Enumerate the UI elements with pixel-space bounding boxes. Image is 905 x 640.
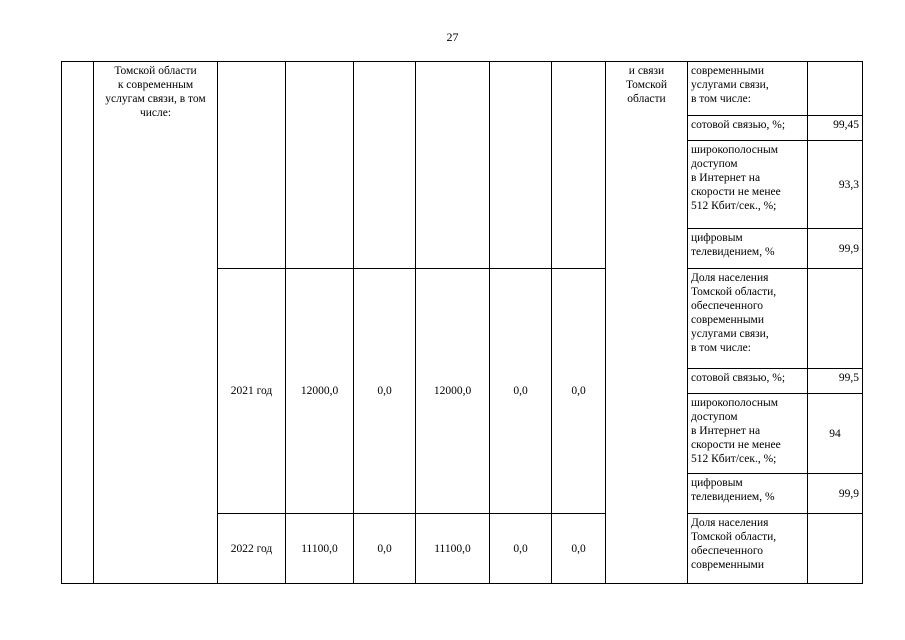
regional-cell: 11100,0 xyxy=(416,514,490,584)
indicator-broadband: широкополосным доступом в Интернет на скорости не менее 512 Кбит/сек., %; xyxy=(688,394,808,474)
indicator-value: 99,9 xyxy=(808,229,863,269)
indicator-value xyxy=(808,514,863,584)
federal-cell xyxy=(354,62,416,269)
indicator-value: 93,3 xyxy=(808,141,863,229)
federal-cell: 0,0 xyxy=(354,514,416,584)
indicator-cellular: сотовой связью, %; xyxy=(688,116,808,141)
total-cell xyxy=(286,62,354,269)
task-name-cell: Томской области к современным услугам связи, в том числе: xyxy=(94,62,218,584)
total-cell: 12000,0 xyxy=(286,269,354,514)
indicator-header: Доля населения Томской области, обеспеченного современными услугами связи, в том числе: xyxy=(688,269,808,369)
indicator-value: 99,5 xyxy=(808,369,863,394)
year-cell: 2021 год xyxy=(218,269,286,514)
indicator-header: современными услугами связи, в том числе: xyxy=(688,62,808,116)
local-cell: 0,0 xyxy=(490,514,552,584)
regional-cell: 12000,0 xyxy=(416,269,490,514)
indicator-broadband: широкополосным доступом в Интернет на скорости не менее 512 Кбит/сек., %; xyxy=(688,141,808,229)
year-cell: 2022 год xyxy=(218,514,286,584)
table-row xyxy=(62,62,863,116)
local-cell xyxy=(490,62,552,269)
indicator-value: 94 xyxy=(808,394,863,474)
other-cell: 0,0 xyxy=(552,514,606,584)
indicator-digital-tv: цифровым телевидением, % xyxy=(688,229,808,269)
indicator-value xyxy=(808,269,863,369)
local-cell: 0,0 xyxy=(490,269,552,514)
regional-cell xyxy=(416,62,490,269)
page-number: 27 xyxy=(446,30,459,44)
indicator-digital-tv: цифровым телевидением, % xyxy=(688,474,808,514)
other-cell: 0,0 xyxy=(552,269,606,514)
indicator-cellular: сотовой связью, %; xyxy=(688,369,808,394)
total-cell: 11100,0 xyxy=(286,514,354,584)
program-table xyxy=(61,61,863,584)
number-cell xyxy=(62,62,94,584)
executor-cell: и связи Томской области xyxy=(606,62,688,584)
indicator-header: Доля населения Томской области, обеспеченного современными xyxy=(688,514,808,584)
federal-cell: 0,0 xyxy=(354,269,416,514)
indicator-value xyxy=(808,62,863,116)
indicator-value: 99,9 xyxy=(808,474,863,514)
indicator-value: 99,45 xyxy=(808,116,863,141)
other-cell xyxy=(552,62,606,269)
year-cell xyxy=(218,62,286,269)
